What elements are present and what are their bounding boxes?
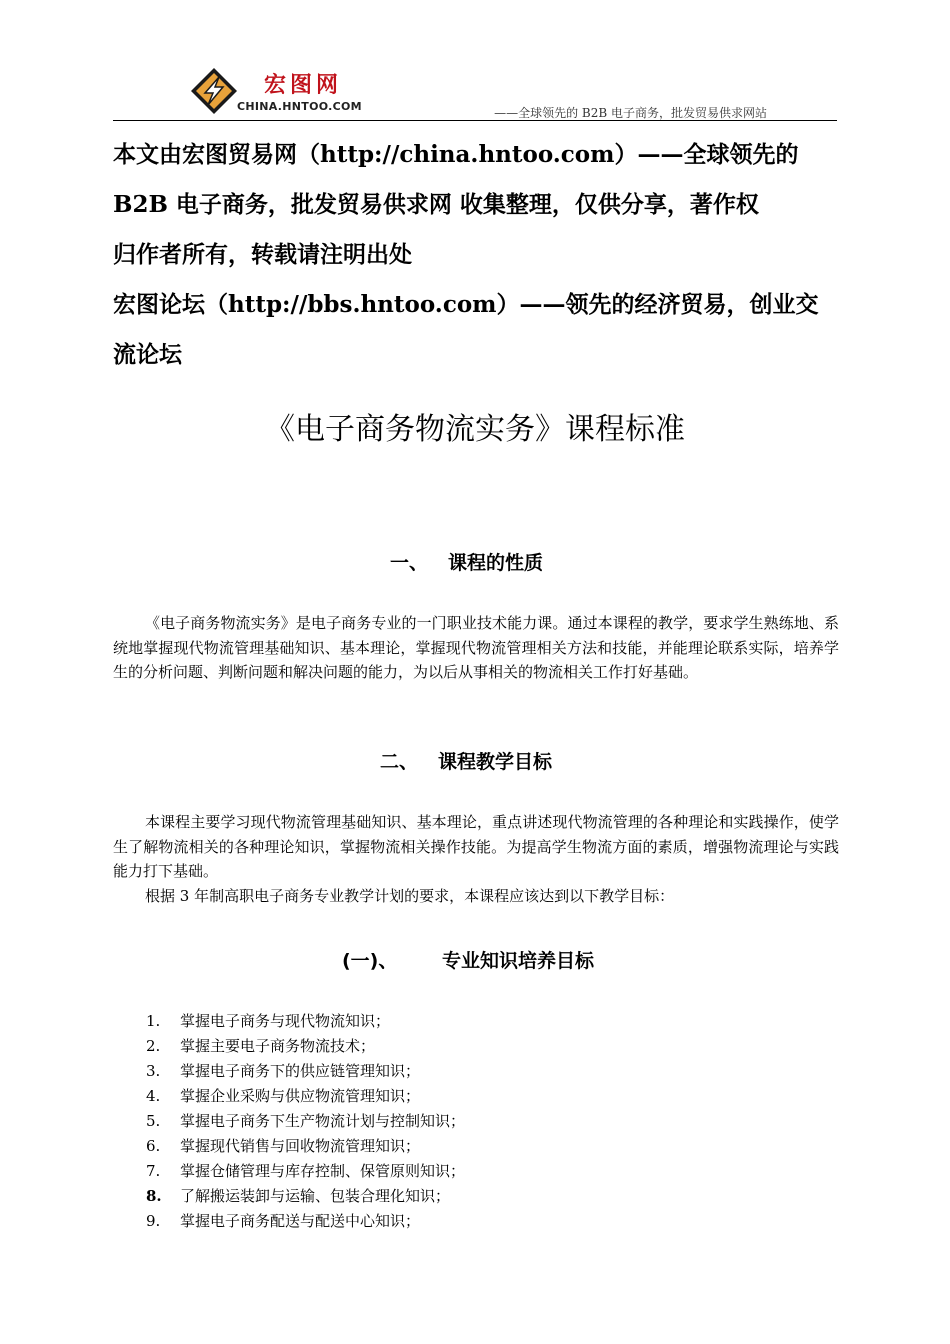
section-number: (一)、 <box>342 950 398 972</box>
source-notice <box>113 130 843 380</box>
list-item <box>146 1084 465 1109</box>
list-text: 掌握仓储管理与库存控制、保管原则知识； <box>180 1162 466 1180</box>
section-title: 专业知识培养目标 <box>442 950 595 972</box>
notice-line: 宏图论坛（http://bbs.hntoo.com）——领先的经济贸易，创业交 <box>113 291 819 318</box>
section-paragraph: 《电子商务物流实务》是电子商务专业的一门职业技术能力课。通过本课程的教学，要求学生熟练地、系统地掌握现代物流管理基础知识、基本理论，掌握现代物流管理相关方法和技能，并能理论联系实际，培养学生的分析问题、判断问题和解决问题的能力，为以后从事相关的物流相关工作打好基础。 <box>113 614 839 681</box>
section-title: 课程的性质 <box>448 552 544 574</box>
list-item <box>146 1109 465 1134</box>
section-paragraph: 根据 3 年制高职电子商务专业教学计划的要求，本课程应该达到以下教学目标： <box>145 886 675 905</box>
list-item <box>146 1184 465 1209</box>
logo-text: 宏图网 <box>264 73 343 98</box>
list-text: 掌握企业采购与供应物流管理知识； <box>180 1087 421 1105</box>
list-number: 7. <box>146 1162 161 1180</box>
list-text: 了解搬运装卸与运输、包装合理化知识； <box>180 1187 451 1205</box>
subsection-heading <box>342 946 594 973</box>
section-heading-1 <box>390 548 543 575</box>
list-number: 8. <box>146 1187 162 1205</box>
header-tagline: ——全球领先的 B2B 电子商务，批发贸易供求网站 <box>494 106 767 120</box>
notice-line: B2B 电子商务，批发贸易供求网 收集整理，仅供分享，著作权 <box>113 191 759 218</box>
hntoo-logo-icon <box>189 66 239 116</box>
list-item <box>146 1034 465 1059</box>
list-text: 掌握主要电子商务物流技术； <box>180 1037 376 1055</box>
section-title: 课程教学目标 <box>438 751 553 773</box>
page-header <box>113 58 837 121</box>
list-number: 1. <box>146 1012 161 1030</box>
list-item <box>146 1059 465 1084</box>
section-paragraph: 本课程主要学习现代物流管理基础知识、基本理论，重点讲述现代物流管理的各种理论和实践操作，使学生了解物流相关的各种理论知识，掌握物流相关操作技能。为提高学生物流方面的素质，增强物流理论与实践能力打下基础。 <box>113 813 839 880</box>
header-divider <box>113 120 837 121</box>
list-number: 4. <box>146 1087 161 1105</box>
notice-line: 归作者所有，转载请注明出处 <box>113 241 412 268</box>
section-body <box>113 810 839 908</box>
list-text: 掌握电子商务下生产物流计划与控制知识； <box>180 1112 466 1130</box>
list-number: 6. <box>146 1137 161 1155</box>
notice-line: 流论坛 <box>113 341 182 368</box>
notice-line: 本文由宏图贸易网（http://china.hntoo.com）——全球领先的 <box>113 141 799 168</box>
list-number: 5. <box>146 1112 161 1130</box>
section-number: 一、 <box>390 552 429 574</box>
list-item <box>146 1134 465 1159</box>
list-number: 3. <box>146 1062 161 1080</box>
list-text: 掌握电子商务下的供应链管理知识； <box>180 1062 421 1080</box>
list-number: 2. <box>146 1037 161 1055</box>
list-text: 掌握电子商务配送与配送中心知识； <box>180 1212 421 1230</box>
list-item <box>146 1009 465 1034</box>
knowledge-goals-list <box>146 1009 465 1234</box>
list-item <box>146 1159 465 1184</box>
logo-url: CHINA.HNTOO.COM <box>237 100 362 113</box>
list-text: 掌握电子商务与现代物流知识； <box>180 1012 391 1030</box>
section-number: 二、 <box>380 751 419 773</box>
list-text: 掌握现代销售与回收物流管理知识； <box>180 1137 421 1155</box>
list-number: 9. <box>146 1212 161 1230</box>
list-item <box>146 1209 465 1234</box>
section-heading-2 <box>380 747 552 774</box>
document-title: 《电子商务物流实务》课程标准 <box>265 412 685 447</box>
